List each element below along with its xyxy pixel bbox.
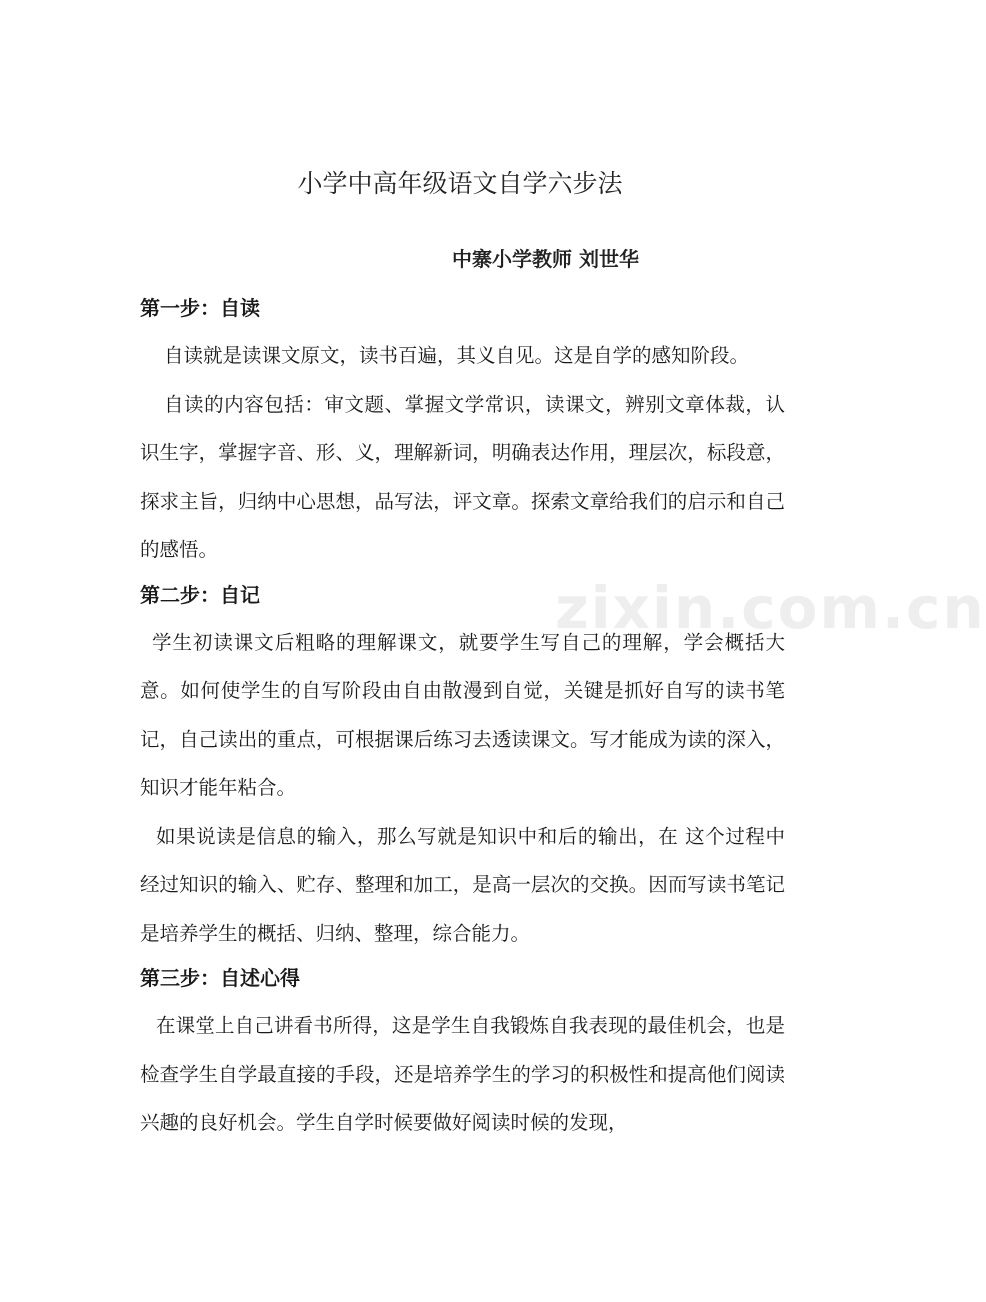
paragraph: 自读就是读课文原文，读书百遍，其义自见。这是自学的感知阶段。 [164, 344, 750, 367]
paragraph: 自读的内容包括：审文题、掌握文学常识，读课文，辨别文章体裁，认识生字，掌握字音、形、义，理解新词，明确表达作用，理层次，标段意，探求主旨，归纳中心思想，品写法，评文章。探索文章给我们的启示和自己的感悟。 [140, 392, 785, 561]
watermark: zixin.com.cn [555, 574, 986, 642]
section-heading: 第一步：自读 [140, 296, 260, 320]
section-step-1 [140, 288, 785, 575]
paragraph: 如果说读是信息的输入，那么写就是知识中和后的输出，在 这个过程中经过知识的输入、贮存、整理和加工，是高一层次的交换。因而写读书笔记是培养学生的概括、归纳、整理，综合能力。 [140, 824, 785, 945]
section-heading: 第三步：自述心得 [140, 966, 300, 990]
section-step-3 [140, 958, 785, 1148]
section-heading: 第二步：自记 [140, 582, 260, 607]
section-step-2 [140, 574, 986, 959]
paragraph: 在课堂上自己讲看书所得，这是学生自我锻炼自我表现的最佳机会，也是检查学生自学最直接的手段，还是培养学生的学习的积极性和提高他们阅读兴趣的良好机会。学生自学时候要做好阅读时候的发现， [140, 1014, 785, 1134]
author-line: 中寨小学教师 刘世华 [452, 247, 639, 271]
document-title: 小学中高年级语文自学六步法 [297, 169, 623, 198]
document-body [140, 288, 986, 1148]
paragraph: 学生初读课文后粗略的理解课文，就要学生写自己的理解，学会概括大意。如何使学生的自写阶段由自由散漫到自觉，关键是抓好自写的读书笔记，自己读出的重点，可根据课后练习去透读课文。写才能成为读的深入，知识才能年粘合。 [140, 630, 785, 799]
